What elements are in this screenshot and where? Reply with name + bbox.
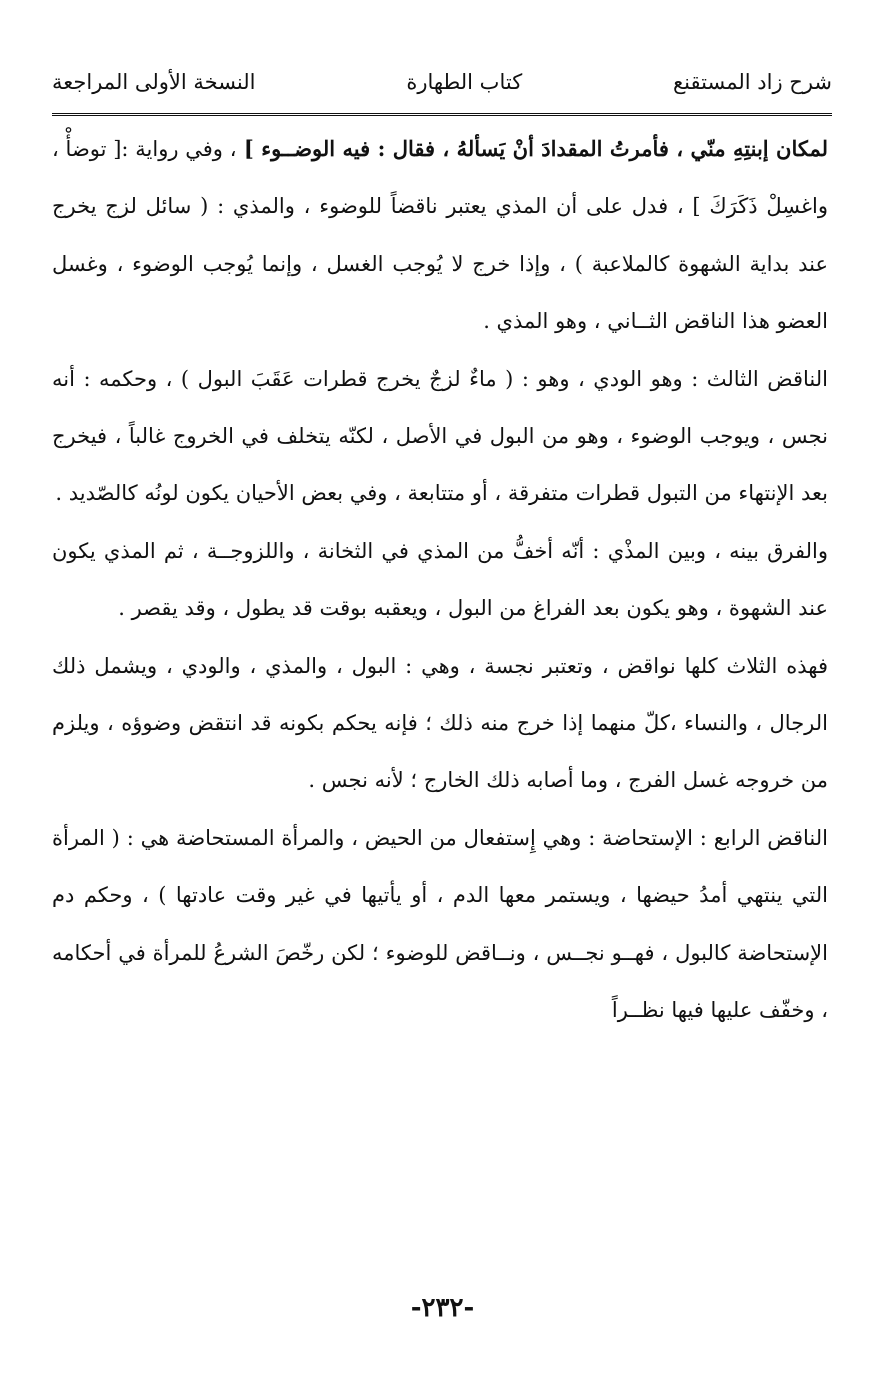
paragraph-3-text: والفرق بينه ، وبين المذْي : أنّه أخفُّ من المذي في الثخانة ، واللزوجــة ، ثم المذي يكون عند الشهوة ، وهو يكون بعد الفراغ من البول ، ويعقبه بوقت قد يطول ، وقد يقصر .: [52, 538, 828, 621]
page-number: -٢٣٢-: [410, 1293, 475, 1323]
paragraph-1-text: ، وفي رواية :[ توضأْ ، واغسِلْ ذَكَرَكَ ] ، فدل على أن المذي يعتبر ناقضاً للوضوء ، والمذي : ( سائل لزج يخرج عند بداية الشهوة كالملاعبة ) ، وإذا خرج لا يُوجب الغسل ، وإنما يُوجب الوضوء ، وغسل العضو هذا الناقض الثــاني ، وهو المذي .: [52, 137, 828, 334]
paragraph-5: [52, 810, 828, 1040]
running-header: [52, 62, 832, 102]
paragraph-2-text: الناقض الثالث : وهو الودي ، وهو : ( ماءٌ لزجٌ يخرج قطرات عَقَبَ البول ) ، وحكمه : أنه نجس ، ويوجب الوضوء ، وهو من البول في الأصل ، لكنّه يتخلف في الخروج غالباً ، فيخرج بعد الإنتهاء من التبول قطرات متفرقة ، أو متتابعة ، وفي بعض الأحيان يكون لونُه كالصّديد .: [52, 366, 828, 506]
paragraph-1: [52, 120, 828, 351]
header-chapter: كتاب الطهارة: [406, 70, 523, 94]
paragraph-4: [52, 638, 828, 810]
paragraph-4-text: فهذه الثلاث كلها نواقض ، وتعتبر نجسة ، وهي : البول ، والمذي ، والودي ، ويشمل ذلك الرجال ، والنساء ،كلّ منهما إذا خرج منه ذلك ؛ فإنه يحكم بكونه قد انتقض وضوؤه ، ويلزم من خروجه غسل الفرج ، وما أصابه ذلك الخارج ؛ لأنه نجس .: [52, 653, 828, 793]
paragraph-1-emphasis: لمكان إبنتِهِ منّي ، فأمرتُ المقدادَ أنْ يَسألهُ ، فقال : فيه الوضــوء ]: [236, 136, 828, 161]
body-text: [52, 120, 828, 1040]
paragraph-3: [52, 523, 828, 638]
header-divider: [52, 113, 832, 116]
header-book-title: شرح زاد المستقنع: [673, 70, 832, 94]
header-edition: النسخة الأولى المراجعة: [52, 70, 256, 94]
paragraph-2: [52, 351, 828, 523]
paragraph-5-text: الناقض الرابع : الإستحاضة : وهي إِستفعال من الحيض ، والمرأة المستحاضة هي : ( المرأة التي ينتهي أمدُ حيضها ، ويستمر معها الدم ، أو يأتيها في غير وقت عادتها ) ، وحكم دم الإستحاضة كالبول ، فهــو نجــس ، ونــاقض للوضوء ؛ لكن رخّصَ الشرعُ للمرأة في أحكامه ، وخفّف عليها فيها نظــراً: [52, 825, 828, 1023]
